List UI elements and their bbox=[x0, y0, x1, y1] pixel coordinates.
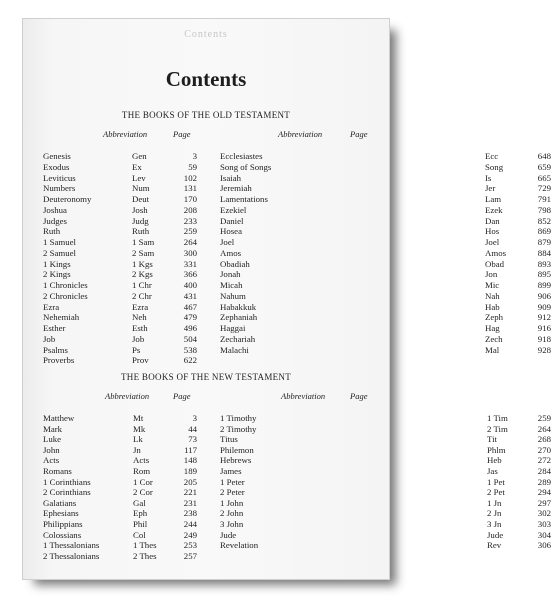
page-number: 264 bbox=[537, 423, 551, 434]
book-name: Revelation bbox=[220, 540, 259, 551]
book-abbreviation: Jer bbox=[485, 183, 496, 194]
nt-right-page-header: Page bbox=[350, 391, 368, 401]
contents-entry bbox=[220, 530, 551, 540]
book-abbreviation: Jn bbox=[133, 444, 141, 455]
page-number: 798 bbox=[537, 204, 551, 215]
page-number: 231 bbox=[183, 497, 197, 508]
book-abbreviation: 2 Cor bbox=[133, 487, 153, 498]
book-name: Numbers bbox=[43, 183, 76, 194]
contents-entry bbox=[43, 455, 197, 465]
page-number: 289 bbox=[537, 476, 551, 487]
book-name: 1 Peter bbox=[220, 476, 245, 487]
book-abbreviation: 2 Tim bbox=[487, 423, 508, 434]
page-number: 253 bbox=[183, 540, 197, 551]
contents-entry bbox=[220, 280, 551, 290]
book-name: Hosea bbox=[220, 226, 242, 237]
contents-entry bbox=[220, 345, 551, 355]
new-testament-heading: THE BOOKS OF THE NEW TESTAMENT bbox=[120, 372, 292, 382]
contents-entry bbox=[43, 269, 197, 279]
contents-entry bbox=[220, 237, 551, 247]
book-name: Colossians bbox=[43, 529, 82, 540]
contents-entry bbox=[43, 173, 197, 183]
book-name: Zephaniah bbox=[220, 312, 258, 323]
page-number: 893 bbox=[537, 258, 551, 269]
contents-entry bbox=[43, 413, 197, 423]
contents-entry bbox=[220, 162, 551, 172]
book-name: Luke bbox=[43, 434, 62, 445]
book-name: Galatians bbox=[43, 497, 77, 508]
book-name: Esther bbox=[43, 323, 66, 333]
page-number: 659 bbox=[537, 161, 551, 172]
book-name: 2 Peter bbox=[220, 487, 245, 498]
book-abbreviation: Job bbox=[132, 333, 145, 344]
book-abbreviation: 1 Cor bbox=[133, 476, 153, 487]
contents-entry bbox=[220, 445, 551, 455]
contents-entry bbox=[220, 519, 551, 529]
page-number: 909 bbox=[537, 301, 551, 312]
contents-entry bbox=[220, 302, 551, 312]
page-number: 189 bbox=[183, 466, 197, 476]
book-abbreviation: 2 Kgs bbox=[132, 269, 153, 280]
book-abbreviation: Mic bbox=[485, 280, 500, 290]
book-abbreviation: Acts bbox=[133, 455, 150, 466]
contents-entry bbox=[220, 226, 551, 236]
book-abbreviation: Mk bbox=[133, 423, 146, 434]
contents-entry bbox=[43, 498, 197, 508]
book-abbreviation: Eph bbox=[133, 508, 148, 519]
contents-entry bbox=[220, 434, 551, 444]
book-abbreviation: Hos bbox=[485, 226, 500, 237]
book-name: James bbox=[220, 466, 242, 476]
book-abbreviation: Zeph bbox=[485, 312, 504, 323]
book-name: Amos bbox=[220, 247, 242, 258]
book-abbreviation: Hab bbox=[485, 301, 500, 312]
page-number: 268 bbox=[537, 434, 551, 445]
ot-right-abbr-header: Abbreviation bbox=[278, 129, 323, 139]
book-name: Lamentations bbox=[220, 194, 268, 204]
book-name: Joel bbox=[220, 237, 235, 247]
page-number: 303 bbox=[537, 519, 551, 529]
contents-entry bbox=[43, 194, 197, 204]
book-name: Isaiah bbox=[220, 172, 242, 183]
contents-entry bbox=[220, 194, 551, 204]
page-number: 912 bbox=[537, 312, 551, 323]
page-title: Contents bbox=[165, 67, 247, 91]
page-number: 264 bbox=[183, 237, 197, 247]
page-number: 916 bbox=[537, 323, 551, 333]
book-abbreviation: Esth bbox=[132, 323, 148, 333]
book-abbreviation: 2 Jn bbox=[487, 508, 502, 519]
contents-entry bbox=[43, 312, 197, 322]
book-name: 2 Kings bbox=[43, 269, 71, 280]
book-name: 1 Timothy bbox=[220, 413, 257, 423]
book-name: Jeremiah bbox=[220, 183, 252, 194]
contents-entry bbox=[43, 291, 197, 301]
book-name: Nehemiah bbox=[43, 312, 80, 323]
contents-entry bbox=[43, 302, 197, 312]
ot-left-abbr-header: Abbreviation bbox=[103, 129, 148, 139]
book-abbreviation: Neh bbox=[132, 312, 147, 323]
contents-entry bbox=[220, 248, 551, 258]
page-number: 431 bbox=[183, 290, 197, 301]
book-abbreviation: Dan bbox=[485, 215, 500, 226]
book-abbreviation: Lk bbox=[133, 434, 143, 445]
page-number: 906 bbox=[537, 290, 551, 301]
book-name: Proverbs bbox=[43, 355, 75, 366]
page-number: 238 bbox=[183, 508, 197, 519]
book-abbreviation: Is bbox=[485, 172, 492, 183]
page-number: 852 bbox=[537, 215, 551, 226]
page-number: 306 bbox=[537, 540, 551, 551]
book-name: Titus bbox=[220, 434, 238, 445]
page-number: 233 bbox=[183, 215, 197, 226]
book-abbreviation: 1 Thes bbox=[133, 540, 157, 551]
contents-entry bbox=[220, 269, 551, 279]
running-head-showthrough: Contents bbox=[184, 29, 228, 40]
page-number: 208 bbox=[183, 204, 197, 215]
book-name: Ephesians bbox=[43, 508, 79, 519]
book-abbreviation: 1 Tim bbox=[487, 413, 508, 423]
contents-entry bbox=[43, 248, 197, 258]
page-number: 869 bbox=[537, 226, 551, 237]
page-number: 648 bbox=[537, 151, 551, 161]
book-abbreviation: 1 Jn bbox=[487, 497, 502, 508]
book-abbreviation: Zech bbox=[485, 333, 503, 344]
book-name: Ruth bbox=[43, 226, 61, 237]
book-name: Joshua bbox=[43, 204, 67, 215]
contents-entry bbox=[43, 477, 197, 487]
page-number: 791 bbox=[537, 194, 551, 204]
page-number: 304 bbox=[537, 529, 551, 540]
contents-entry bbox=[43, 508, 197, 518]
book-name: 1 Thessalonians bbox=[43, 540, 100, 551]
book-name: 1 Corinthians bbox=[43, 476, 91, 487]
book-abbreviation: Jas bbox=[487, 466, 498, 476]
book-abbreviation: Mt bbox=[133, 413, 144, 423]
contents-entry bbox=[220, 455, 551, 465]
contents-entry bbox=[43, 434, 197, 444]
book-name: Exodus bbox=[43, 161, 70, 172]
contents-entry bbox=[220, 487, 551, 497]
contents-entry bbox=[43, 530, 197, 540]
page-number: 148 bbox=[183, 455, 197, 466]
contents-entry bbox=[43, 355, 197, 365]
page-number: 3 bbox=[192, 413, 197, 423]
book-abbreviation: Rom bbox=[133, 466, 151, 476]
page-number: 400 bbox=[183, 280, 197, 290]
page-number: 284 bbox=[537, 466, 551, 476]
contents-entry bbox=[220, 205, 551, 215]
book-name: Ezekiel bbox=[220, 204, 247, 215]
book-name: Philemon bbox=[220, 444, 254, 455]
book-name: Micah bbox=[220, 280, 243, 290]
book-name: Habakkuk bbox=[220, 301, 257, 312]
page-number: 249 bbox=[183, 529, 197, 540]
book-abbreviation: Ps bbox=[132, 344, 141, 355]
book-abbreviation: Heb bbox=[487, 455, 502, 466]
page-number: 918 bbox=[537, 333, 551, 344]
book-name: Malachi bbox=[220, 344, 249, 355]
page-number: 899 bbox=[537, 280, 551, 290]
book-abbreviation: Gen bbox=[132, 151, 147, 161]
book-name: 3 John bbox=[220, 519, 244, 529]
book-name: Song of Songs bbox=[220, 161, 272, 172]
page-number: 665 bbox=[537, 172, 551, 183]
book-name: Romans bbox=[43, 466, 72, 476]
book-abbreviation: Ezek bbox=[485, 204, 503, 215]
page-number: 538 bbox=[183, 344, 197, 355]
contents-entry bbox=[220, 183, 551, 193]
page-number: 131 bbox=[183, 183, 197, 194]
book-abbreviation: 1 Chr bbox=[132, 280, 152, 290]
book-name: Nahum bbox=[220, 290, 246, 301]
ot-left-page-header: Page bbox=[173, 129, 191, 139]
contents-entry bbox=[220, 424, 551, 434]
page-number: 300 bbox=[183, 247, 197, 258]
contents-entry bbox=[43, 237, 197, 247]
contents-entry bbox=[43, 334, 197, 344]
contents-entry bbox=[43, 183, 197, 193]
book-abbreviation: Amos bbox=[485, 247, 507, 258]
contents-entry bbox=[43, 216, 197, 226]
page-number: 257 bbox=[183, 550, 197, 561]
book-abbreviation: Phil bbox=[133, 519, 148, 529]
page-number: 205 bbox=[183, 476, 197, 487]
book-name: 2 Samuel bbox=[43, 247, 76, 258]
book-abbreviation: Ruth bbox=[132, 226, 150, 237]
contents-entry bbox=[220, 216, 551, 226]
book-abbreviation: Jude bbox=[487, 529, 504, 540]
page-number: 884 bbox=[537, 247, 551, 258]
contents-entry bbox=[43, 424, 197, 434]
contents-entry bbox=[220, 508, 551, 518]
contents-entry bbox=[220, 173, 551, 183]
page-number: 259 bbox=[183, 226, 197, 237]
book-name: Philippians bbox=[43, 519, 83, 529]
book-abbreviation: Tit bbox=[487, 434, 497, 445]
book-abbreviation: Lev bbox=[132, 172, 146, 183]
contents-entry bbox=[43, 519, 197, 529]
book-name: Matthew bbox=[43, 413, 75, 423]
contents-entry bbox=[220, 323, 551, 333]
contents-entry bbox=[43, 487, 197, 497]
book-name: Ecclesiastes bbox=[220, 151, 263, 161]
page-number: 504 bbox=[183, 333, 197, 344]
book-name: 1 Chronicles bbox=[43, 280, 88, 290]
book-abbreviation: Song bbox=[485, 161, 504, 172]
page-number: 244 bbox=[183, 519, 197, 529]
book-abbreviation: Rev bbox=[487, 540, 502, 551]
book-abbreviation: 2 Thes bbox=[133, 550, 157, 561]
contents-entry bbox=[220, 151, 551, 161]
book-abbreviation: Ex bbox=[132, 161, 142, 172]
page-number: 73 bbox=[188, 434, 197, 445]
book-abbreviation: Col bbox=[133, 529, 146, 540]
book-abbreviation: Prov bbox=[132, 355, 149, 366]
page-number: 467 bbox=[183, 301, 197, 312]
page-number: 879 bbox=[537, 237, 551, 247]
contents-entry bbox=[220, 259, 551, 269]
book-name: Job bbox=[43, 333, 56, 344]
contents-entry bbox=[43, 205, 197, 215]
book-name: 1 Kings bbox=[43, 258, 71, 269]
contents-entry bbox=[43, 259, 197, 269]
book-abbreviation: Jon bbox=[485, 269, 498, 280]
page-number: 117 bbox=[184, 444, 197, 455]
page-number: 221 bbox=[183, 487, 197, 498]
book-abbreviation: 2 Sam bbox=[132, 247, 155, 258]
book-abbreviation: 1 Sam bbox=[132, 237, 155, 247]
contents-entry bbox=[43, 551, 197, 561]
contents-entry bbox=[220, 477, 551, 487]
page-number: 729 bbox=[537, 183, 551, 194]
book-name: Zechariah bbox=[220, 333, 256, 344]
page-number: 302 bbox=[537, 508, 551, 519]
book-name: Hebrews bbox=[220, 455, 252, 466]
book-abbreviation: Mal bbox=[485, 344, 500, 355]
page-number: 294 bbox=[537, 487, 551, 498]
book-name: 1 John bbox=[220, 497, 244, 508]
page-number: 259 bbox=[537, 413, 551, 423]
page-number: 272 bbox=[537, 455, 551, 466]
contents-entry bbox=[43, 151, 197, 161]
page-number: 270 bbox=[537, 444, 551, 455]
book-abbreviation: Deut bbox=[132, 194, 150, 204]
book-abbreviation: 2 Pet bbox=[487, 487, 505, 498]
contents-entry bbox=[43, 540, 197, 550]
page-number: 102 bbox=[183, 172, 197, 183]
book-abbreviation: Josh bbox=[132, 204, 148, 215]
book-name: 1 Samuel bbox=[43, 237, 76, 247]
page-number: 928 bbox=[537, 344, 551, 355]
book-name: John bbox=[43, 444, 60, 455]
book-name: 2 Chronicles bbox=[43, 290, 88, 301]
book-abbreviation: 1 Pet bbox=[487, 476, 505, 487]
book-abbreviation: Ecc bbox=[485, 151, 499, 161]
contents-entry bbox=[43, 280, 197, 290]
book-abbreviation: Lam bbox=[485, 194, 502, 204]
contents-entry bbox=[220, 540, 551, 550]
contents-entry bbox=[220, 498, 551, 508]
contents-entry bbox=[220, 334, 551, 344]
contents-entry bbox=[220, 466, 551, 476]
ot-right-page-header: Page bbox=[350, 129, 368, 139]
book-name: Jude bbox=[220, 529, 237, 540]
contents-entry bbox=[220, 413, 551, 423]
book-abbreviation: 1 Kgs bbox=[132, 258, 153, 269]
page-number: 496 bbox=[183, 323, 197, 333]
page-number: 3 bbox=[192, 151, 197, 161]
page-number: 366 bbox=[183, 269, 197, 280]
book-name: 2 Corinthians bbox=[43, 487, 91, 498]
nt-left-abbr-header: Abbreviation bbox=[105, 391, 150, 401]
book-name: Genesis bbox=[43, 151, 71, 161]
book-abbreviation: Obad bbox=[485, 258, 505, 269]
book-name: Acts bbox=[43, 455, 60, 466]
book-abbreviation: Hag bbox=[485, 323, 500, 333]
book-name: Mark bbox=[43, 423, 63, 434]
nt-left-page-header: Page bbox=[173, 391, 191, 401]
page-number: 479 bbox=[183, 312, 197, 323]
contents-entry bbox=[43, 445, 197, 455]
contents-entry bbox=[43, 226, 197, 236]
book-name: 2 Timothy bbox=[220, 423, 257, 434]
contents-entry bbox=[220, 312, 551, 322]
contents-entry bbox=[43, 466, 197, 476]
book-name: Psalms bbox=[43, 344, 68, 355]
page-number: 44 bbox=[188, 423, 197, 434]
book-name: Deuteronomy bbox=[43, 194, 92, 204]
page-number: 895 bbox=[537, 269, 551, 280]
book-abbreviation: 2 Chr bbox=[132, 290, 152, 301]
book-abbreviation: Num bbox=[132, 183, 150, 194]
page-number: 170 bbox=[183, 194, 197, 204]
book-name: Judges bbox=[43, 215, 67, 226]
book-abbreviation: Ezra bbox=[132, 301, 149, 312]
book-name: Ezra bbox=[43, 301, 60, 312]
contents-page bbox=[22, 18, 551, 580]
nt-right-abbr-header: Abbreviation bbox=[281, 391, 326, 401]
page-number: 59 bbox=[188, 161, 197, 172]
page-number: 331 bbox=[183, 258, 197, 269]
book-name: 2 Thessalonians bbox=[43, 550, 100, 561]
book-abbreviation: 3 Jn bbox=[487, 519, 502, 529]
book-abbreviation: Gal bbox=[133, 497, 146, 508]
book-abbreviation: Joel bbox=[485, 237, 500, 247]
book-name: Obadiah bbox=[220, 258, 250, 269]
book-abbreviation: Nah bbox=[485, 290, 500, 301]
book-name: 2 John bbox=[220, 508, 244, 519]
page-number: 297 bbox=[537, 497, 551, 508]
page-number: 622 bbox=[183, 355, 197, 366]
book-abbreviation: Phlm bbox=[487, 444, 506, 455]
book-abbreviation: Judg bbox=[132, 215, 149, 226]
book-name: Leviticus bbox=[43, 172, 76, 183]
book-name: Haggai bbox=[220, 323, 246, 333]
contents-entry bbox=[43, 323, 197, 333]
book-name: Daniel bbox=[220, 215, 244, 226]
contents-entry bbox=[43, 345, 197, 355]
contents-entry bbox=[43, 162, 197, 172]
old-testament-heading: THE BOOKS OF THE OLD TESTAMENT bbox=[121, 110, 291, 120]
contents-entry bbox=[220, 291, 551, 301]
book-name: Jonah bbox=[220, 269, 241, 280]
